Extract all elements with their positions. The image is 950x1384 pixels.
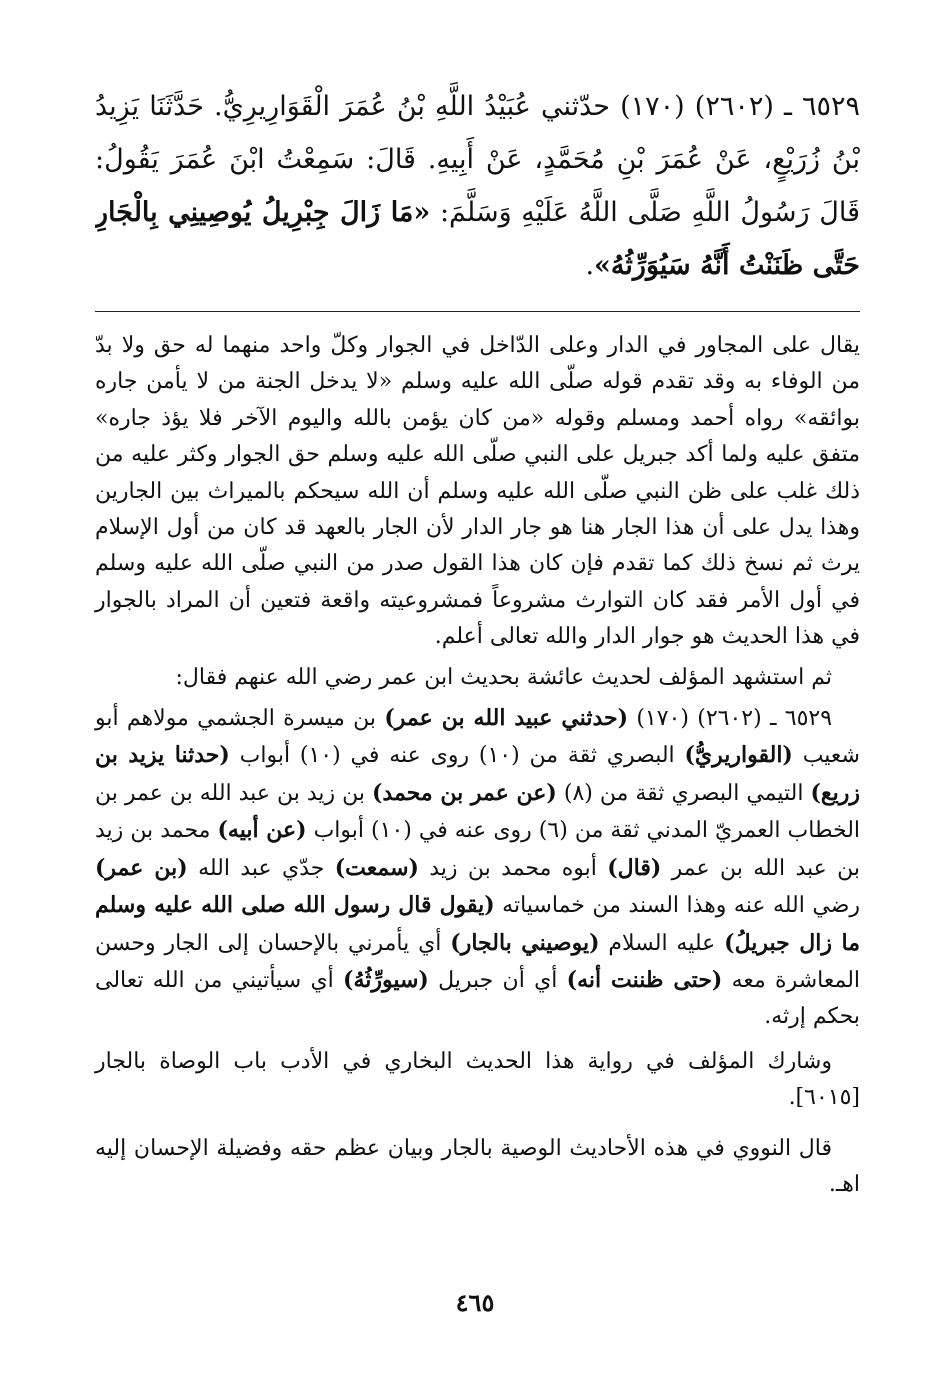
narrator-text: (سمعت) [334,854,419,881]
explanation-text: البصري ثقة من (١٠) روى عنه في (١٠) أبواب [239,743,675,769]
hadith-end: . [585,250,595,281]
narrator-text: (عن أبيه) [217,817,307,844]
narrator-text: (حدثني عبيد الله بن عمر) [384,705,629,732]
commentary-paragraph-2: ثم استشهد المؤلف لحديث عائشة بحديث ابن عمر رضي الله عنهم فقال: [175,664,832,690]
explanation-text: جدّي عبد الله [198,855,325,881]
explanation-text: أي أن جبريل [438,967,558,993]
narrator-text: (حدثنا يزيد بن زريع) [95,742,860,806]
hadith-excerpt: (يقول قال رسول الله صلى الله عليه وسلم ما زال جبريلُ) [95,892,860,956]
explanation-text: أبوه محمد بن زيد [429,855,597,881]
hadith-block [95,80,860,290]
explanation-text: محمد بن زيد بن عبد الله بن عمر [95,818,860,881]
explanation-text: بن ميسرة الجشمي مولاهم أبو شعيب [95,706,860,769]
narration-number: ٦٥٢٩ ـ (٢٦٠٢) (١٧٠) [636,706,833,732]
hadith-excerpt: (حتى ظننت أنه) [566,966,723,993]
explanation-text: رضي الله عنه وهذا السند من خماسياته [502,893,860,919]
hadith-excerpt: (سيورِّثُهُ) [343,966,429,993]
commentary-paragraph-4: وشارك المؤلف في رواية هذا الحديث البخاري في الأدب باب الوصاة بالجار [٦٠١٥]. [95,1048,860,1111]
hadith-quote: «مَا زَالَ جِبْرِيلُ يُوصِينِي بِالْجَارِ حَتَّى ظَنَنْتُ أَنَّهُ سَيُوَرِّثُهُ» [95,197,860,281]
hadith-excerpt: (يوصيني بالجار) [450,929,600,956]
narrator-text: (بن عمر) [95,854,188,881]
commentary-paragraph-3 [95,700,860,1036]
page-number: ٤٦٥ [455,1288,495,1317]
commentary-paragraph-5: قال النووي في هذه الأحاديث الوصية بالجار وبيان عظم حقه وفضيلة الإحسان إليه اهـ. [95,1135,860,1197]
narrator-text: (قال) [607,854,662,881]
explanation-text: التيمي البصري ثقة من (٨) [563,780,804,806]
commentary-paragraph-1: يقال على المجاور في الدار وعلى الدّاخل في الجوار وكلّ واحد منهما له حق ولا بدّ من الوفاء به وقد تقدم قوله صلّى الله عليه وسلم «لا يدخل الجنة من لا يأمن جاره بوائقه» رواه أحمد ومسلم وقوله «من كان يؤمن بالله واليوم الآخر فلا يؤذ جاره» متفق عليه ولما أكد جبريل على النبي صلّى الله عليه وسلم حق الجوار وكثر عليه من ذلك غلب على ظن النبي صلّى الله عليه وسلم أن الله سيحكم بالميراث بين الجارين وهذا يدل على أن هذا الجار هنا هو جار الدار لأن الجار بالعهد قد كان من أول الإسلام يرث ثم نسخ ذلك كما تقدم فإن كان هذا القول صدر من النبي صلّى الله عليه وسلم في أول الأمر فقد كان التوارث مشروعاً فمشروعيته واقعة فتعين أن المراد بالجوار في هذا الحديث هو جوار الدار والله تعالى أعلم. [95,333,860,650]
explanation-text: بن زيد بن عبد الله بن عمر بن الخطاب العمريّ المدني ثقة من (٦) روى عنه في (١٠) أبواب [95,780,861,844]
hadith-text [95,80,860,290]
narrator-text: (القواريريُّ) [684,742,793,769]
hadith-chain: ٦٥٢٩ ـ (٢٦٠٢) (١٧٠) حدّثني عُبَيْدُ اللَّهِ بْنُ عُمَرَ الْقَوَارِيرِيُّ. حَدَّثَنَا يَزِيدُ بْنُ زُرَيْعٍ، عَنْ عُمَرَ بْنِ مُحَمَّدٍ، عَنْ أَبِيهِ. قَالَ: سَمِعْتُ ابْنَ عُمَرَ يَقُولُ: قَالَ رَسُولُ اللَّهِ صَلَّى اللَّهُ عَلَيْهِ وَسَلَّمَ: [95,91,860,228]
narrator-text: (عن عمر بن محمد) [372,779,557,806]
explanation-text: أي سيأتيني من الله تعالى بحكم إرثه. [95,967,860,1030]
explanation-text: عليه السلام [608,930,716,956]
commentary-block [95,328,860,1203]
explanation-text: أي يأمرني بالإحسان إلى الجار وحسن المعاشرة معه [95,930,861,993]
separator-line [95,311,860,312]
